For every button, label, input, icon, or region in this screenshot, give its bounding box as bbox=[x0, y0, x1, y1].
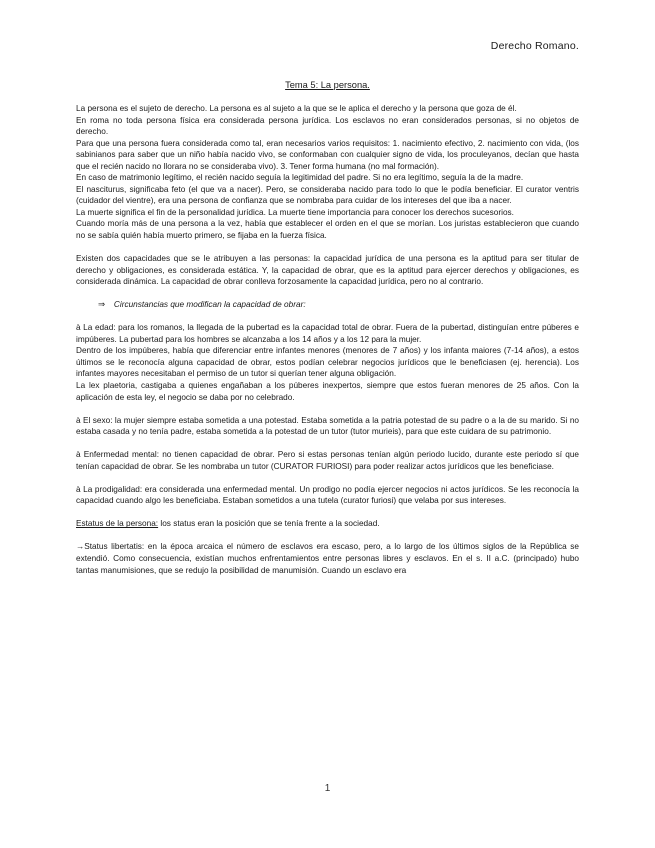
paragraph-status-libertatis: →Status libertatis: en la época arcaica el número de esclavos era escaso, pero, a lo largo de los últimos siglos de la República se extendió. Como consecuencia, existían muchos enfrentamientos entre personas libres y esclavos. En el s. II a.C. (principado) hubo tantas manumisiones, que se redujo la posibilidad de manumisión. Cuando un esclavo era bbox=[76, 542, 579, 575]
paragraph-lex-plaetoria: La lex plaetoria, castigaba a quienes engañaban a los púberes inexpertos, siempre que estos fueran menores de 25 años. Con la aplicación de esta ley, el negocio se daba por no celebrado. bbox=[76, 380, 579, 402]
paragraph-capacidades: Existen dos capacidades que se le atribuyen a las personas: la capacidad jurídica de una persona es la aptitud para ser titular de derecho y obligaciones, es considerada estática. Y, la capacidad de obrar, que es la aptitud para ejercer derechos y obligaciones, es considerada dinámica. La capacidad de obrar conlleva forzosamente la capacidad jurídica, pero no al contrario. bbox=[76, 254, 579, 287]
estatus-text: los status eran la posición que se tenía frente a la sociedad. bbox=[158, 519, 380, 529]
paragraph-persona: La persona es el sujeto de derecho. La persona es al sujeto a la que se le aplica el derecho y la persona que goza de él. bbox=[76, 104, 517, 113]
paragraph-esclavos: En roma no toda persona física era considerada persona jurídica. Los esclavos no eran considerados personas, si no objetos de derecho. bbox=[76, 115, 579, 137]
subheading-circunstancias bbox=[76, 299, 579, 311]
document-body bbox=[76, 103, 579, 576]
paragraph-conmoriencia: Cuando moría más de una persona a la vez, había que establecer el orden en el que se morían. Los juristas establecieron que cuando no se sabía quién había muerto primero, se fijaba en la fuerza física. bbox=[76, 219, 579, 241]
document-title: Tema 5: La persona. bbox=[285, 80, 370, 90]
page-number: 1 bbox=[324, 783, 331, 794]
double-arrow-icon: ⇒ bbox=[98, 300, 105, 310]
paragraph-matrimonio: En caso de matrimonio legítimo, el recién nacido seguía la legitimidad del padre. Si no era legítimo, seguía la de la madre. bbox=[76, 173, 524, 183]
paragraph-nasciturus: El nasciturus, significaba feto (el que va a nacer). Pero, se consideraba nacido para todo lo que le podía beneficiar. El curator ventris (cuidador del vientre), era una persona de confianza que se nombraba para cuidar de los intereses del que iba a nacer. bbox=[76, 184, 579, 206]
page-header: Derecho Romano. bbox=[490, 40, 579, 52]
paragraph-enfermedad-mental: à Enfermedad mental: no tienen capacidad de obrar. Pero si estas personas tenían algún periodo lucido, durante este periodo sí que tenían capacidad de obrar. Se les nombraba un tutor (CURATOR FURIOSI) para poder realizar actos jurídicos que les beneficiase. bbox=[76, 450, 579, 471]
estatus-label: Estatus de la persona: bbox=[76, 519, 159, 529]
paragraph-muerte: La muerte significa el fin de la personalidad jurídica. La muerte tiene importancia para conocer los derechos sucesorios. bbox=[76, 207, 514, 217]
paragraph-requisitos: Para que una persona fuera considerada como tal, eran necesarios varios requisitos: 1. nacimiento efectivo, 2. nacimiento con vida, (los sabinianos para saber que un niño había nacido vivo, se conformaban con cualquier signo de vida, los proculeyanos, decían que hasta que el recién nacido no llorara no se consideraba vivo). 3. Tener forma humana (no mal formación). bbox=[76, 138, 579, 171]
paragraph-estatus bbox=[76, 518, 579, 530]
paragraph-edad: à La edad: para los romanos, la llegada de la pubertad es la capacidad total de obrar. Fuera de la pubertad, distinguían entre púberes e impúberes. La pubertad para los hombres se alcanzaba a los 14 años y a los 12 para la mujer. bbox=[76, 323, 579, 344]
subheading-text: Circunstancias que modifican la capacidad de obrar: bbox=[113, 300, 306, 310]
paragraph-prodigalidad: à La prodigalidad: era considerada una enfermedad mental. Un prodigo no podía ejercer negocios ni actos jurídicos. Se les reconocía la capacidad cuando algo les beneficiaba. Estaban sometidos a una tutela (curator furiosi) que velaba por sus intereses. bbox=[76, 484, 579, 506]
paragraph-sexo: à El sexo: la mujer siempre estaba sometida a una potestad. Estaba sometida a la patria potestad de su padre o a la de su marido. Si no estaba casada y no tenía padre, estaba sometida a la potestad de un tutor (tutor murieis), para que este cuidara de su patrimonio. bbox=[76, 415, 579, 437]
paragraph-impuberes: Dentro de los impúberes, había que diferenciar entre infantes menores (menores de 7 años) y los infanta maiores (7-14 años), a estos últimos se le reconocía alguna capacidad de obrar, estos podían celebrar negocios jurídicos que le beneficiasen (ej. herencia). Los infantes mayores necesitaban el permiso de un tutor si querían tener alguna obligación. bbox=[76, 346, 579, 379]
